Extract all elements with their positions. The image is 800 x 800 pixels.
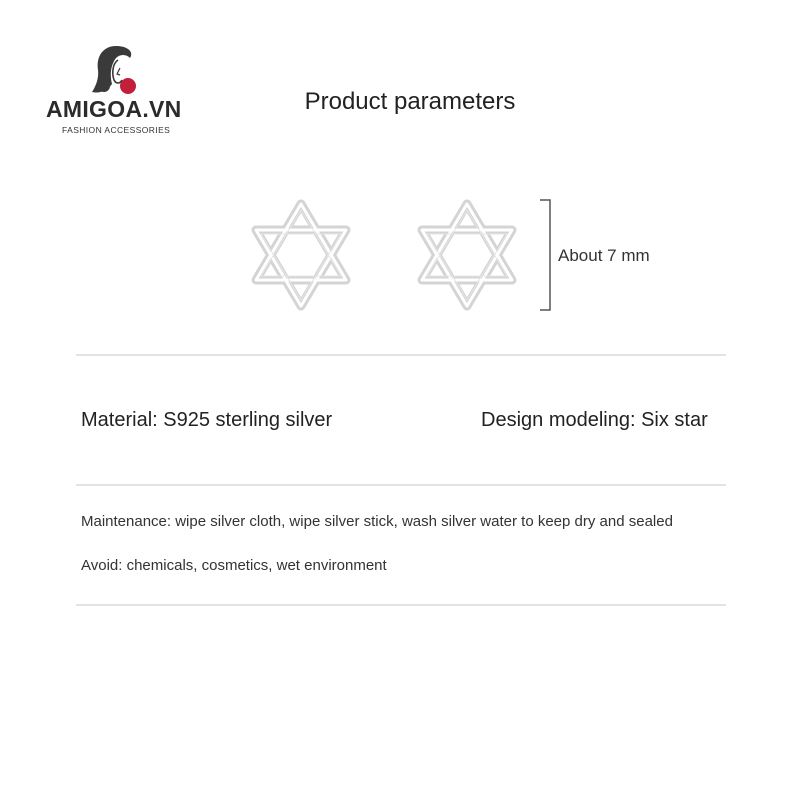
brand-name: AMIGOA.VN [46, 96, 182, 122]
material-spec: Material: S925 sterling silver [81, 409, 333, 431]
avoid-note: Avoid: chemicals, cosmetics, wet environment [81, 557, 387, 574]
maintenance-note: Maintenance: wipe silver cloth, wipe silver stick, wash silver water to keep dry and sealed [81, 513, 673, 530]
divider [76, 354, 726, 356]
six-star-stud-left-icon [246, 196, 356, 314]
divider [76, 604, 726, 606]
page-title: Product parameters [304, 88, 516, 115]
design-spec: Design modeling: Six star [481, 409, 708, 431]
size-bracket-icon [538, 199, 554, 311]
divider [76, 484, 726, 486]
brand-tagline: FASHION ACCESSORIES [62, 125, 171, 135]
size-label: About 7 mm [558, 246, 650, 265]
six-star-stud-right-icon [412, 196, 522, 314]
